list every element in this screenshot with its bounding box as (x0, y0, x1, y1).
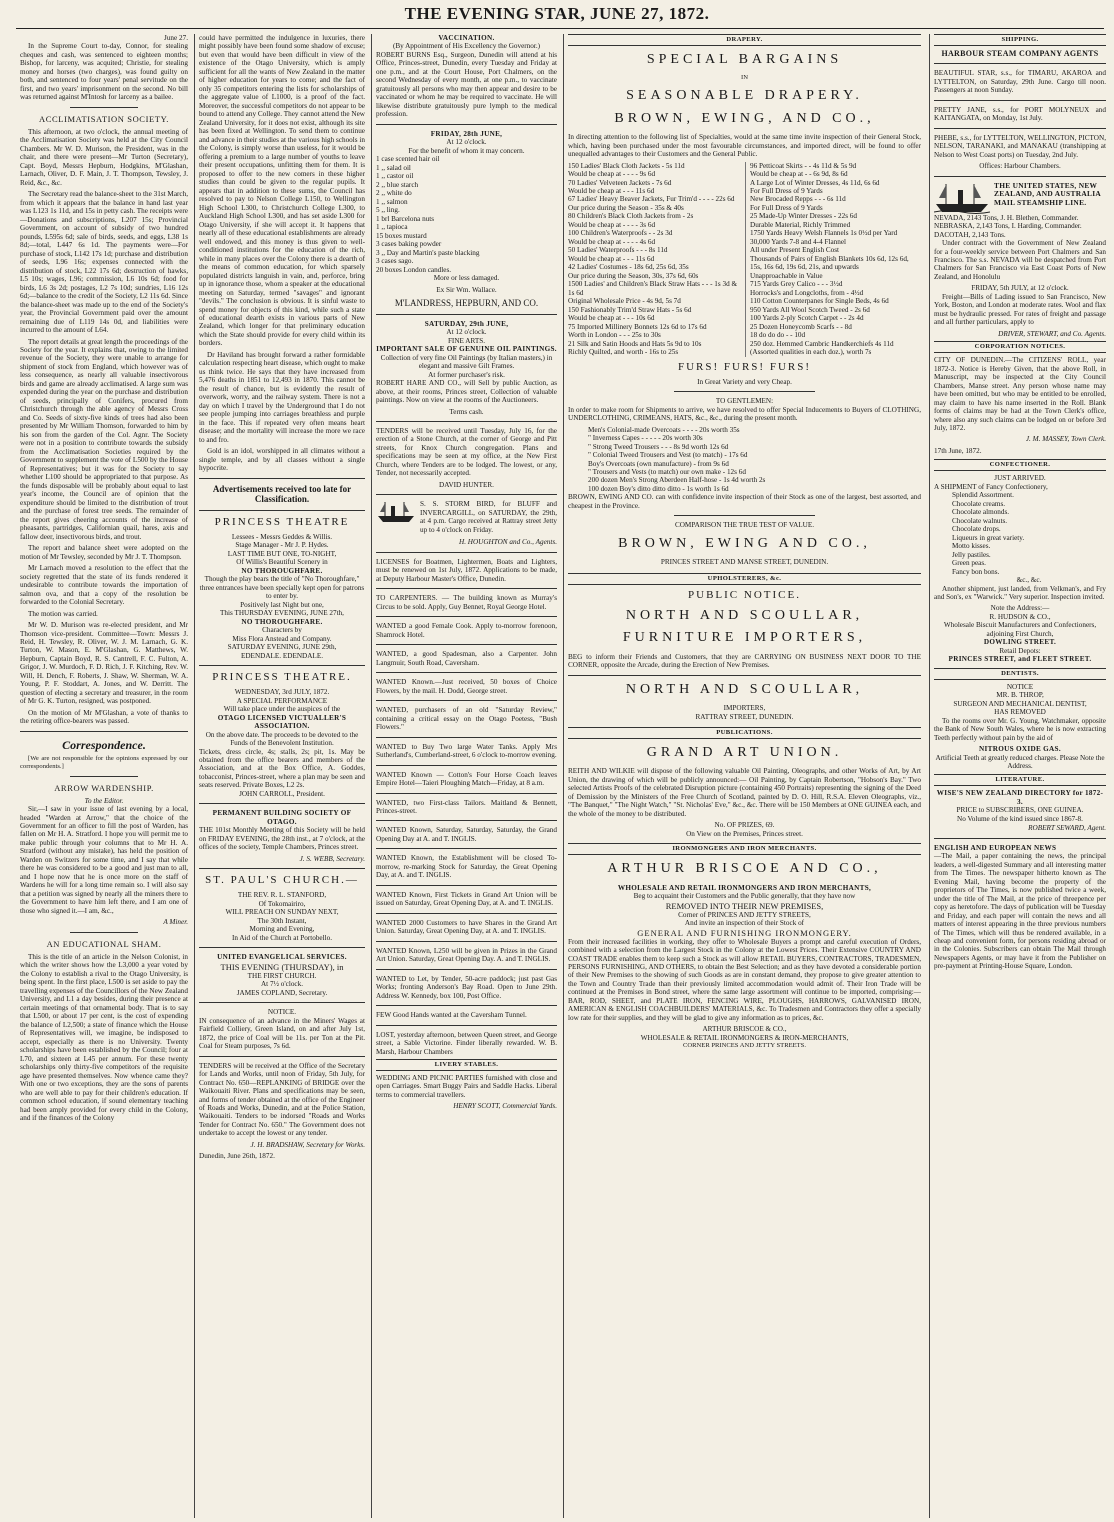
accl-paragraph: Mr Larnach moved a resolution to the effect that the society regretted that the state of its funds rendered it undesirable to contribute towards the importation of salmon ova, and that a copy of the resolution be forwarded to the Colonial Secretary. (20, 564, 188, 607)
vaccination-sub: (By Appointment of His Excellency the Governor.) (392, 42, 541, 51)
pretty-jane-ad: PRETTY JANE, s.s., for PORT MOLYNEUX and KAITANGATA, on Monday, 1st July. (934, 105, 1106, 123)
late-ads-heading: Advertisements received too late for Classification. (212, 483, 352, 505)
gentlemen-heading: TO GENTLEMEN: (715, 397, 774, 406)
furs-heading: FURS! FURS! FURS! (677, 360, 812, 373)
church-tender-signature: DAVID HUNTER. (439, 480, 494, 489)
corporation-signature: J. M. MASSEY, Town Clerk. (1025, 435, 1106, 444)
retail-depots-label: Retail Depots: (999, 646, 1041, 655)
arthur-briscoe-sig: CORNER PRINCES AND JETTY STREETS. (682, 1042, 807, 1050)
arthur-briscoe-removed: REMOVED INTO THEIR NEW PREMISES, (665, 900, 824, 911)
saturday-sale-title: SATURDAY, 29th JUNE, (424, 319, 509, 328)
wanted-ad: LOST, yesterday afternoon, between Queen street, and George street, a Sable Victorine. Finder liberally rewarded. W. B. Marsh, Harbour Chambers (376, 1030, 557, 1056)
educational-heading: AN EDUCATIONAL SHAM. (46, 938, 162, 949)
educational-paragraph: This is the title of an article in the Nelson Colonist, in which the writer shows how the L3,000 a year voted by the Colony to establish a rival to the Otago University, is being spent. In the first place, L500 is set aside to pay the travelling expenses of the Councillors of the New Zealand University, and L1 a day besides, during their presence at certain meetings of that ornamental body. That is to say that L500, or about 17 per cent, is the cost of expending the balance of L2,500; a state of finance which the House of Representatives will, we imagine, be indisposed to accept, especially as there is no University. Twenty scholarships have been established by the Council; four at L70, and sixteen at L45 per annum. For these twenty scholarships only thirty-five competitors of the requisite age have presented themselves. Now whence came they? With one or two exceptions, they are the sons of parents who are well able to pay for their children's education. If common school education, if sound elementary teaching had been amply provided for every child in the Colony, and if the finances of the Colony (20, 952, 188, 1123)
wanted-ad: WANTED Known — Cotton's Four Horse Coach leaves Empire Hotel—Taieri Ploughing Match—Friday, at 8 a.m. (376, 770, 557, 788)
furniture-importers: FURNITURE IMPORTERS, (622, 630, 867, 646)
arrow-to-editor: To the Editor. (84, 796, 124, 805)
confectioner-heading: CONFECTIONER. (934, 459, 1106, 471)
carpenters-ad: TO CARPENTERS. — The building known as Murray's Circus to be sold. Apply, Guy Bennet, Royal George Hotel. (376, 594, 557, 611)
special-bargains: SPECIAL BARGAINS (646, 51, 843, 67)
retail-depots: PRINCES STREET, and FLEET STREET. (948, 655, 1092, 664)
wise-signature: ROBERT SEWARD, Agent. (1028, 824, 1106, 833)
dentist-notice: NOTICE (1006, 682, 1034, 691)
brown-ewing-title: BROWN, EWING, AND CO., (614, 110, 875, 126)
masthead-rule (16, 28, 1104, 29)
harbour-offices: Offices: Harbour Chambers. (979, 162, 1061, 171)
livery-signature: HENRY SCOTT, Commercial Yards. (453, 1102, 557, 1111)
vaccination-text: ROBERT BURNS Esq., Surgeon, Dunedin will attend at his Office, Princes-street, Dunedin, every Tuesday and Friday at one p.m., and at the Court House, Port Chalmers, on the second Wednesday of every month, at one p.m., to vaccinate gratuitously all persons who may then appear and desire to be vaccinated or whom he may be required to vaccinate. He will likewise distribute gratuitously pure lymph to the medical profession. (376, 50, 557, 119)
just-arrived: JUST ARRIVED. (994, 474, 1046, 483)
column-4 (563, 34, 925, 1518)
wanted-ad: WANTED 2000 Customers to have Shares in the Grand Art Union. Saturday, Great Opening Day, at A. and T. INGLIS. (376, 918, 557, 936)
storm-bird-signature: H. HOUGHTON and Co., Agents. (459, 538, 557, 547)
rattray-address: RATTRAY STREET, DUNEDIN. (695, 712, 794, 721)
drapery-intro: In directing attention to the following list of Specialties, would at the same time invite inspection of their General Stock, which, having been purchased under the most favourable circumstances, and imported direct, will be found to offer unequalled advantages to their Customers and the General Public. (568, 133, 921, 159)
wanted-ad: WANTED to Buy Two large Water Tanks. Apply Mrs Sutherland's, Cumberland-street, 6 o'clock to-morrow evening. (376, 742, 557, 760)
vaccination-title: VACCINATION. (438, 34, 495, 42)
in-label: IN (741, 74, 748, 82)
st-pauls-title: ST. PAUL'S CHURCH.— (205, 874, 359, 887)
grand-art-union-text: REITH AND WILKIE will dispose of the following valuable Oil Painting, Oleographs, and other Works of Art, by Art Union, the drawing of which will be publicly announced:— Oil Painting, by Captain Robertson, "Hobson's Bay." Two selected Artists Proofs of the celebrated Disruption picture (containing 450 Portraits) representing the signing of the Deed of Demission by the Ministers of the Free Church of Scotland, painted by D. O. Hill, R.S.A. Eleven Oleographs, viz., "The Banquet," "The Night Watch," "St. Nicholas' Eve," &c., &c. There will be 150 Members at ONE GUINEA each, and the whole of the money to be distributed. (568, 767, 921, 818)
phebe-ad: PHEBE, s.s., for LYTTELTON, WELLINGTON, PICTON, NELSON, TARANAKI, and MANAKAU (transhipping at Nelson to West Coast ports) on Tuesday, 2nd July. (934, 133, 1106, 159)
north-scoullar-text: BEG to inform their Friends and Customers, that they are CARRYING ON BUSINESS NEXT DOOR TO THE CORNER, opposite the Arcade, during the Erection of New Premises. (568, 652, 921, 670)
confectionery-list: Splendid Assortment. Chocolate creams. Chocolate almonds. Chocolate walnuts. Chocolate drops. Liqueurs in great variety. Motto kisses. Jelly pastiles. Green peas. Fancy bon bons. &c., &c. (952, 491, 1042, 585)
st-pauls-ad: THE REV. R. L. STANFORD, Of Tokomairiro, WILL PREACH ON SUNDAY NEXT, The 30th Instant, Morning and Evening, In Aid of the Church at Portobello. (225, 891, 339, 942)
gentlemen-intro: In order to make room for Shipments to arrive, we have resolved to offer Special Inducements to Buyers of CLOTHING, UNDERCLOTHING, CRIMEANS, HATS, &c., &c., during the present month. (568, 405, 921, 423)
brown-ewing-address: PRINCES STREET AND MANSE STREET, DUNEDIN. (660, 558, 829, 567)
friday-sale-list: 1 case scented hair oil 1 ,, salad oil 1 ,, castor oil 2 ,, blue starch 2 ,, white do 1 ,, salmon 5 ,, ling. 1 brl Barcelona nuts 1 ,, tapioca 15 boxes mustard 3 cases baking powder 3 ,, Day and Martin's paste blacking 3 cases sago. 20 boxes London candles. More or less damaged. (376, 155, 500, 283)
dentist-name: MR. B. THROP, (996, 691, 1044, 700)
coal-notice: IN consequence of an advance in the Miners' Wages at Fairfield Colliery, Green Island, on and after July 1st, 1872, the price of Coal will be 11s. per Ton at the Pit. Coal for Steam purposes, 7s 6d. (199, 1016, 365, 1051)
ironmongers-heading: IRONMONGERS AND IRON MERCHANTS. (568, 843, 921, 855)
wanted-ad: WANTED Known, L250 will be given in Prizes in the Grand Art Union. Saturday, Great Opening Day. A. and T. INGLIS. (376, 946, 557, 964)
confectionery-shipment: A SHIPMENT of Fancy Confectionery, (934, 482, 1048, 491)
beautiful-star-ad: BEAUTIFUL STAR, s.s., for TIMARU, AKAROA and LYTTELTON, on Saturday, 29th June. Cargo till noon. Passengers at noon Sunday. (934, 69, 1106, 95)
us-nz-date: FRIDAY, 5th JULY, at 12 o'clock. (971, 284, 1069, 293)
dentist-removed: HAS REMOVED (994, 708, 1046, 717)
wanted-ad: WANTED, two First-class Tailors. Maitland & Bennett, Princes-street. (376, 798, 557, 815)
princess-theatre-ad: Lessees - Messrs Geddes & Willis. Stage Manager - Mr J. P. Hydes. LAST TIME BUT ONE, TO-NIGHT, Of Willis's Beautiful Scenery in NO THOROUGHFARE. Though the play bears the title of "No Thoroughfare," three entrances have been specially kept open for patrons to enter by. Positively last Night but one, This THURSDAY EVENING, JUNE 27th, NO THOROUGHFARE. Characters by Miss Flora Anstead and Company. SATURDAY EVENING, JUNE 29th, EDENDALE. EDENDALE. (199, 532, 365, 660)
accl-paragraph: On the motion of Mr M'Glashan, a vote of thanks to the retiring office-bearers was passed. (20, 708, 188, 726)
steamship-icon (934, 182, 990, 214)
dentist-text: To the rooms over Mr. G. Young, Watchmaker, opposite the Bank of New South Wales, where he is now extracting Teeth perfectly without pain by the aid of (934, 716, 1106, 742)
price-list (568, 162, 921, 357)
arthur-briscoe-text: From their increased facilities in working, they offer to Wholesale Buyers a prompt and careful execution of Orders, combined with a selection from the Largest Stock in the Colony at the Lowest Prices. Their Extensive COUNTRY AND COAST TRADE enables them to keep such a Stock as will allow RETAIL BUYERS, CONTRACTORS, TRADESMEN, PERSONS FURNISHING, AND OTHERS, to obtain the Best Selection; and as they have devoted a considerable portion of their New Premises to the showing of such Goods as are in constant demand, they propose to give greater attention to the Town and Country Trade than their previously limited accommodation would admit of. Their Iron Trade will be continued at the Premises in Bond street, where the same large assortment will continue to be imported, comprising:— BAR, ROD, SHEET, and PLATE IRON, FENCING WIRE, PLOUGHS, HARROWS, GALVANISED IRON, AMERICAN & ENGLISH COACHBUILDERS' MATERIALS, &c. To Tradesmen and Contractors they offer a specially low rate for their supplies, and they will be glad to give any information as to prices, &c. (568, 937, 921, 1022)
court-news: In the Supreme Court to-day, Connor, for stealing cheques and cash, was sentenced to eighteen months; Bishop, for larceny, was acquited; Christie, for stealing money and horses (two charges), was found guilty on both, and sentenced to four years' penal servitude on the first, and two years' imprisonment on the second. No bill was returned against M'Intosh for larceny as a bailee. (20, 42, 188, 102)
accl-paragraph: This afternoon, at two o'clock, the annual meeting of the Acclimatisation Society was held at the City Council Chambers. Mr W. D. Murison, the President, was in the chair, and there were present—Mr Turton (Secretary), Capt. Boyd, Messrs Hepburn, Hodgkins, M'Glashan, Larnach, Oliver, D. F. Main, J. T. Thompson, Tewsley, J. Reid, &c., &c. (20, 127, 188, 187)
north-scoullar-title-2: NORTH AND SCOULLAR, (625, 681, 864, 697)
masthead: THE EVENING STAR, JUNE 27, 1872. (404, 4, 710, 23)
arrow-heading: ARROW WARDENSHIP. (54, 782, 154, 793)
arrow-letter: Sir,—I saw in your issue of last evening by a local, headed "Warden at Arrow," that the choice of the Government for an officer to fill the post of Warden, has fallen on Mr H. A. Stratford. I hope you will permit me to make public through your columns that to Mr H. A. Stratford (without any mistake), has held the position of Warden on Switzers for some time, and I say that while there he was considered to be a good and just man to all, and I hope now that he is once more on the staff of Wardens he will for a long time remain so. I will also say that a petition was signed by nearly all the miners there to the Government to have him left there, and I am one of those who signed it.—I am, &c., (20, 805, 188, 915)
confectionery-text: Another shipment, just landed, from Velkman's, and Fry and Son's, ex "Warwick." Very superior. Inspection invited. (934, 584, 1106, 601)
price-list-right: 96 Petticoat Skirts - - 4s 11d & 5s 9d Would be cheap at - - 6s 9d, 8s 6d A Large Lot of Winter Dresses, 4s 11d, 6s 6d For Full Dress of 9 Yards New Brocaded Repps - - - 6s 11d For Full Dress of 9 Yards 25 Made-Up Winter Dresses - 22s 6d Durable Material, Richly Trimmed 1750 Yards Heavy Welsh Flannels 1s 0½d per Yard 30,000 Yards 7-8 and 4-4 Flannel All under Present English Cost Thousands of Pairs of English Blankets 10s 6d, 12s 6d, 15s, 16s 6d, 19s 6d, 21s, and upwards Unapproachable in Value 715 Yards Grey Calico - - - 3½d Horrocks's and Longcloths, from - 4½d 110 Cotton Counterpanes for Single Beds, 4s 6d 950 Yards All Wool Scotch Tweed - 2s 6d 100 Yards 2-ply Scotch Carpet - - 2s 4d 25 Dozen Honeycomb Scarfs - - 8d 18 do do do - - 10d 250 doz. Hemmed Cambric Handkerchiefs 4s 11d (Assorted qualities in each doz.), worth 7s (745, 162, 921, 357)
column-3 (371, 34, 561, 1518)
arthur-briscoe-beg: Beg to acquaint their Customers and the Public generally, that they have now (633, 892, 856, 901)
bridge-tender: TENDERS will be received at the Office of the Secretary for Lands and Works, until noon of Friday, 5th July, for Contract No. 650—REPLANKING of BRIDGE over the Waikouaiti River. Plans and specifications may be seen, and forms of tender obtained at the office of the Engineer of Roads and Works, Dunedin, and at the Police Station, Waikouaiti. Tenders to be indorsed "Roads and Works Tender for Contract No. 650." The Government does not undertake to accept the lowest or any tender. (199, 1061, 365, 1138)
church-tender: TENDERS will be received until Tuesday, July 16, for the erection of a Stone Church, at the corner of George and Pitt streets, for Knox Church congregation. Plans and specifications may be seen at my office, at the New First Church, where Tenders are to be lodged. The lowest, or any, Tender, not necessarily accepted. (376, 426, 557, 478)
wanted-ad: WANTED Known, the Establishment will be closed To-morrow, re-marking Stock for Saturday, the Great Opening Day, at A. and T. INGLIS. (376, 854, 557, 880)
dentist-role: SURGEON AND MECHANICAL DENTIST, (953, 699, 1087, 708)
public-notice: PUBLIC NOTICE. (688, 588, 801, 601)
princess-theatre-2-ad: WEDNESDAY, 3rd JULY, 1872. A SPECIAL PERFORMANCE Will take place under the auspices of the OTAGO LICENSED VICTUALLER'S ASSOCIATION. On the above date. The proceeds to be devoted to the Funds of the Benevolent Institution. Tickets, dress circle, 4s; stalls, 2s; pit, 1s. May be obtained from the office bearers and members of the Association, and at the Box Office, A. Goddes, tobacconist, Princes-street, where a plan may be seen and seats reserved. Private Boxes, L2 2s. JOHN CARROLL, President. (199, 688, 365, 798)
wanted-ad: WANTED Known, First Tickets in Grand Art Union will be issued on Saturday, Great Opening Day, at A. and T. INGLIS. (376, 890, 557, 908)
livery-heading: LIVERY STABLES. (376, 1059, 557, 1071)
princess-theatre-title: PRINCESS THEATRE (214, 515, 350, 528)
wanted-ad: WANTED, purchasers of an old "Saturday Review," containing a critical essay on the Otago Poetess, "Bush Flowers." (376, 706, 557, 732)
arthur-briscoe-corner: Corner of PRINCES AND JETTY STREETS, (678, 910, 811, 919)
wise-price: PRICE to SUBSCRIBERS, ONE GUINEA. (956, 806, 1084, 815)
arthur-briscoe-sig: ARTHUR BRISCOE & CO., (702, 1025, 787, 1034)
literature-heading: LITERATURE. (934, 774, 1106, 786)
accl-paragraph: The Secretary read the balance-sheet to the 31st March, from which it appears that the balance in hand last year was L123 1s 11d, and 15s in petty cash. The receipts were—Donations and subscriptions, L207 15s; Provincial Government, on account of subsidy of two hundred pounds, L595s 6d; sale of birds, seeds, and eggs, L38 1s 8d;—total, L447 6s 1d. The payments were—For purchase of stock, L142 17s 1d; purchase and distribution of seeds, L96 16s; expenses connected with the distribution of stock, L22 17s 6d; destruction of hawks, L5 10s; wages, L96; commission, L6 10s 6d; food for birds, L6 3s 2d; postages, L2 7s 10d; sundries, L16 12s 6d;—balance to the credit of the Society, L2 11s 6d. Since the balance-sheet was made up to the end of the Society's year, the Provincial Government paid over the amount remaining due of L119 14s 0d, and liabilities were incurred to the amount of L64. (20, 190, 188, 335)
drapery-heading: DRAPERY. (568, 34, 921, 46)
accl-paragraph: Mr W. D. Murison was re-elected president, and Mr Thomson vice-president. Committee—Town: Messrs J. Reid, H. Tewsley, R. Oliver, W. J. M. Larnach, G. K. Turton, W. Mason, E. M'Glashan, G. Matthews, W. Hepburn, Captain Boyd, R. S. Cantrell, F. C. Fulton, A. Grigor, J. W. Murdoch, F. D. Rich, J. F. Kitching, Rev. W. Will, H. Dench, F. Roberts, J. Shaw, W. Sherman, W. A. Young, P. F. Stoddart, A. Jones, and W. Derritt. The question of electing a secretary and treasurer, in the room of Mr G. K. Turton, resigned, was postponed. (20, 621, 188, 706)
evangelical-title: UNITED EVANGELICAL SERVICES. (217, 953, 347, 962)
friday-sale-title: FRIDAY, 28th JUNE, (430, 129, 503, 138)
wanted-ad: WANTED Known.—Just received, 50 boxes of Choice Flowers, by the mail. H. Dodd, George street. (376, 678, 557, 695)
us-nz-freight: Freight—Bills of Lading issued to San Francisco, New York, Boston, and London at moderate rates. Wool and flax must be hydraulic pressed. For rates of freight and passage and all further particulars, apply to (934, 292, 1106, 327)
arthur-briscoe-invite: And invite an inspection of their Stock of (684, 919, 805, 928)
building-society-title: PERMANENT BUILDING SOCIETY OF OTAGO. (212, 809, 352, 826)
wanted-ad: FEW Good Hands wanted at the Caversham Tunnel. (376, 1011, 527, 1020)
building-society-text: THE 101st Monthly Meeting of this Society will be held on FRIDAY EVENING, the 28th inst., at 7 o'clock, at the offices of the society, Temple Chambers, Princes street. (199, 826, 365, 852)
dowling-street: DOWLING STREET. (983, 638, 1057, 647)
furs-sub: In Great Variety and very Cheap. (697, 377, 792, 386)
newspaper-columns (16, 34, 1110, 1518)
seasonable-drapery: SEASONABLE DRAPERY. (626, 88, 863, 104)
grand-art-union-title: GRAND ART UNION. (646, 744, 843, 760)
wise-directory: WISE'S NEW ZEALAND DIRECTORY for 1872-3. (936, 789, 1104, 806)
column-5 (929, 34, 1110, 1518)
corporation-text: CITY OF DUNEDIN.—The CITIZENS' ROLL, year 1872-3. Notice is Hereby Given, that the above Roll, in Manuscript, may be inspected at the City Council Chambers, Manse street. Any person whose name may have been omitted, but who may be entitled to be enrolled, may claim to have his name inserted in the Roll. Blank forms of claims may be had at the Town Clerk's office, where also any such claims can be lodged on or before 3rd July, 1872. (934, 356, 1106, 432)
hudson-name: R. HUDSON & CO., (989, 612, 1051, 621)
brown-ewing-title-2: BROWN, EWING AND CO., (618, 535, 871, 551)
educational-continued: could have permitted the indulgence in luxuries, there might possibly have been found some shadow of excuse; but even that would have been difficult in view of the existence of the Otago University, which is amply sufficient for all the wants of New Zealand in the matter of higher education for years to come; and the fact of only 35 competitors entering the lists for scholarships of the aggregate value of L1000, is a proof of the fact. Moreover, the successful competitors do not appear to be bound to attend any College. They cannot attend the New Zealand University, for it does not exist, although its site has been fixed at Wellington. To send them to continue and advance in their studies at the various high schools in the Colony, is simply worse than useless, for it would be offering a premium to a large number of youths to leave their present occupations, unfitting them for them. It is proposed to offer to the new comers in these higher studies than could be given to the regular pupils. It appears that in addition to these sums, the Council has resolved to pay to Nelson College L150, to Wellington High School L300, to Christchurch College L300, to Auckland High School L300, and has set aside L300 for Otago University, if she will accept it. It happens that nearly all of these educational establishments are already well endowed, and this money is thus given to well-conditioned institutions for the education of the rich, while in many places over the Colony there is a dearth of the means of common education, for which sparsely populated districts languish in vain, and, perforce, bring up in ignorance those, whom a speaker at the educational meeting on Saturday, termed "savages" and ignorant "devils." The conclusion is obvious. It is sinful waste to spend money for objects of this kind, while such a state of educational dearth exists in various parts of New Zealand, which longer for that preliminary education which the State should provide for every child within its borders. (199, 34, 365, 348)
wanted-ad: WANTED Known, Saturday, Saturday, Saturday, the Grand Opening Day at A. and T. INGLIS. (376, 826, 557, 843)
correspondence-disclaimer: [We are not responsible for the opinions expressed by our correspondents.] (20, 754, 188, 770)
saturday-sale-ad: At 12 o'clock. FINE ARTS. IMPORTANT SALE OF GENUINE OIL PAINTINGS. Collection of very fine Oil Paintings (by Italian masters,) in elegant and massive Gilt Frames. At former purchaser's risk. (376, 328, 557, 379)
storm-bird-ad: S. S. STORM BIRD, for BLUFF and INVERCARGILL, on SATURDAY, the 29th, at 4 p.m. Cargo received at Rattray street Jetty up to 4 o'clock on Friday. (420, 500, 557, 534)
corporation-date: 17th June, 1872. (934, 446, 982, 455)
wanted-ad: WANTED, a good Spadesman, also a Carpenter. John Langmuir, South Road, Caversham. (376, 650, 557, 667)
gentlemen-list: Men's Colonial-made Overcoats - - - - 20s worth 35s " Inverness Capes - - - - - 20s worth 30s " Strong Tweed Trousers - - - 8s 9d worth 12s 6d " Colonial Tweed Trousers and Vest (to match) - 17s 6d Boy's Overcoats (own manufacture) - from 9s 6d " Trousers and Vests (to match) our own make - 12s 6d 200 dozen Men's Strong Aberdeen Half-hose - 1s 4d worth 2s 100 dozen Boy's ditto ditto ditto - 1s worth 1s 6d (588, 425, 766, 493)
note-address: Note the Address:— (990, 604, 1050, 613)
accl-paragraph: The report and balance sheet were adopted on the motion of Mr Tewsley, seconded by Mr J. T. Thompson. (20, 544, 188, 561)
arthur-briscoe-title: ARTHUR BRISCOE AND CO., (607, 861, 882, 877)
steamship-icon (376, 500, 416, 524)
upholsterers-heading: UPHOLSTERERS, &c. (568, 573, 921, 585)
arrow-signature: A Miner. (163, 918, 188, 927)
wanted-ad: WANTED a good Female Cook. Apply to-morrow forenoon, Shamrock Hotel. (376, 622, 557, 639)
livery-ad: WEDDING AND PICNIC PARTIES furnished with close and open Carriages. Smart Buggy Pairs and Saddle Hacks. Liberal terms to commercial travellers. (376, 1073, 557, 1099)
friday-sale-ship: Ex Sir Wm. Wallace. (436, 285, 497, 294)
wanted-ads (376, 622, 557, 1056)
heart-disease-paragraph: Dr Haviland has brought forward a rather formidable calculation respecting heart disease, which ought to make us think twice. He says that they have increased from 5,476 deaths in 1851 to 12,493 in 1870. This cannot be the result of chance, but is evidently the result of overwork, worry, and the railway system. There is not a day on which I travel by the Underground that I do not see people jumping into carriages breathless and purple in the face. This if repeated very often means heart disease; and the mortality will increase the more we race to and fro. (199, 350, 365, 444)
us-nz-mail-title: THE UNITED STATES, NEW ZEALAND, AND AUSTRALIA MAIL STEAMSHIP LINE. (994, 180, 1101, 208)
shipping-heading: SHIPPING. (934, 34, 1106, 46)
accl-paragraph: The motion was carried. (28, 609, 98, 618)
robert-hare-terms: Terms cash. (449, 407, 484, 416)
arthur-briscoe-sig: WHOLESALE & RETAIL IRONMONGERS & IRON-MERCHANTS, (640, 1033, 849, 1042)
friday-sale-time: At 12 o'clock. (446, 138, 487, 147)
us-nz-text: Under contract with the Government of New Zealand for a four-weekly service between Port Chalmers and San Francisco. The s.s. NEVADA will be despatched from Port Chalmers for San Francisco via East Coast Ports of New Zealand, and Honolulu (934, 239, 1106, 281)
bridge-tender-date: Dunedin, June 26th, 1872. (199, 1152, 275, 1161)
acclimatisation-heading: ACCLIMATISATION SOCIETY. (39, 113, 169, 124)
gold-paragraph: Gold is an idol, worshipped in all climates without a single temple, and by all classes without a single hypocrite. (199, 447, 365, 473)
publications-heading: PUBLICATIONS. (568, 727, 921, 739)
corporation-heading: CORPORATION NOTICES. (934, 341, 1106, 353)
wise-note: No Volume of the kind issued since 1867-8. (957, 814, 1083, 823)
licenses-ad: LICENSES for Boatmen, Lightermen, Boats and Lighters, must be renewed on 1st July, 1872. Applications to be made, at Deputy Harbour Master's Office, Dunedin. (376, 557, 557, 583)
arthur-briscoe-general: GENERAL AND FURNISHING IRONMONGERY. (637, 927, 852, 938)
wanted-ad: WANTED to Let, by Tender, 50-acre paddock; just past Gas Works; fronting Anderson's Bay Road. Open to June 29th. Address W. Kennedy, box 100, Post Office. (376, 974, 557, 1000)
accl-paragraph: The report details at great length the proceedings of the Society for the year. It explains that, owing to the limited revenue of the Society, they were unable to arrange for shipment of stock from England, which however was of less consequence, as nearly all valuable insectivorous birds and game are already acclimatised. A large sum was expended during the year on the purchase and distribution of seeds, principally of Conifers, procured from Christchurch through the able agency of Messrs Cross and Co. Seeds of sixty-five kinds of trees had also been presented by Mr William Thomson, forwarded to him by his son from the garden of the Col. Agnr. The Society were not in a position to contribute towards the subsidy from the Acclimatisation Societies required by the Government to supplement the vote of L500 by the House of Representatives; but it was for the Society to say whether L100 should be appropriated to that purpose. As the funds disposable will be probably about equal to last year's income, the Council are of opinion that the expenditure should be limited to the distribution of trout and the purchase of forest tree seeds. The remainder of the report gives cheering accounts of the increase of pheasants, partridges, Californian quail, hares, axis and fallow deer, insectivorous birds, and trout. (20, 337, 188, 541)
correspondence-heading: Correspondence. (62, 737, 146, 752)
the-mail-text: —The Mail, a paper containing the news, the principal leaders, a well-digested Summary and all interesting matter from The Times. The newspaper hitherto known as The Evening Mail, having become the property of the proprietors of The Times, is now published twice a week, under the title of The Mail, at the price of threepence per copy as heretofore. The days of publication will be Tuesday and Friday, and each paper will contain the news and all matters of interest appearing in the three previous numbers of The Times, which will thus be rendered available, in a cheap and convenient form, for persons residing abroad or in the Colonies. Subscribers can obtain The Mail through Newspapers Agents, or may have it from the Publisher on pre-payment at Printing-House Square, London. (934, 852, 1106, 971)
dateline: June 27. (164, 34, 188, 42)
arthur-briscoe-sub: WHOLESALE AND RETAIL IRONMONGERS AND IRON MERCHANTS, (617, 883, 872, 892)
artificial-teeth: Artificial Teeth at greatly reduced charges. Please Note the Address. (935, 753, 1105, 770)
column-1 (16, 34, 192, 1518)
gentlemen-close: BROWN, EWING AND CO. can with confidence invite inspection of their Stock as one of the largest, best assorted, and cheapest in the Province. (568, 493, 921, 510)
comparison-line: COMPARISON THE TRUE TEST OF VALUE. (674, 521, 815, 530)
grand-art-union-view: On View on the Premises, Princes street. (686, 829, 803, 838)
bridge-tender-signature: J. H. BRADSHAW, Secretary for Works. (250, 1140, 365, 1149)
evangelical-ad: THIS EVENING (THURSDAY), in THE FIRST CHURCH. At 7½ o'clock. JAMES COPLAND, Secretary. (220, 961, 344, 997)
column-2 (194, 34, 369, 1518)
building-society-signature: J. S. WEBB, Secretary. (299, 854, 365, 863)
harbour-steam-title: HARBOUR STEAM COMPANY AGENTS (941, 48, 1099, 58)
nitrous-oxide: NITROUS OXIDE GAS. (979, 745, 1061, 754)
english-news-title: ENGLISH AND EUROPEAN NEWS (934, 843, 1057, 852)
north-scoullar-title: NORTH AND SCOULLAR, (625, 607, 864, 623)
us-nz-ships: NEVADA, 2143 Tons, J. H. Blethen, Commander. NEBRASKA, 2,143 Tons, I. Harding, Commander. DACOTAH, 2,143 Tons. (934, 213, 1082, 239)
mlandress-title: M'LANDRESS, HEPBURN, AND CO. (394, 298, 539, 309)
grand-art-union-prizes: No. OF PRIZES, 69. (714, 821, 775, 830)
hudson-desc: Wholesale Biscuit Manufacturers and Confectioners, adjoining First Church, (943, 621, 1097, 638)
importers-label: IMPORTERS, (723, 704, 766, 713)
princess-theatre-2-title: PRINCESS THEATRE. (212, 671, 352, 684)
notice-title: NOTICE. (267, 1008, 297, 1017)
robert-hare-text: ROBERT HARE AND CO., will Sell by public Auction, as above, at their rooms, Princes street, Collection of valuable paintings. Now on view at the rooms of the Auctioneers. (376, 379, 557, 405)
dentists-heading: DENTISTS. (934, 668, 1106, 680)
price-list-left: 150 Ladies' Black Cloth Jackets - 5s 11d Would be cheap at - - - - 9s 6d 70 Ladies' Velveteen Jackets - 7s 6d Would be cheap at - - - 11s 6d 67 Ladies' Heavy Beaver Jackets, Fur Trim'd - - - - 22s 6d Our price during the Season - 35s & 40s 80 Children's Black Cloth Jackets from - 2s Would be cheap at - - - - 3s 6d 100 Children's Waterproofs - - 2s 3d Would be cheap at - - - - 4s 6d 50 Ladies' Waterproofs - - - 8s 11d Would be cheap at - - - 11s 6d 42 Ladies' Costumes - 18s 6d, 25s 6d, 35s Our price during the Season, 30s, 37s 6d, 60s 1500 Ladies' and Children's Black Straw Hats - - - 1s 3d & 1s 6d Original Wholesale Price - 4s 9d, 5s 7d 150 Fashionably Trim'd Straw Hats - 5s 6d Would be cheap at - - - 10s 6d 75 Imported Millinery Bonnets 12s 6d to 17s 6d Worth in London - - - 25s to 30s 21 Silk and Satin Hoods and Hats 5s 9d to 10s Richly Quilted, and worth - 16s to 25s (568, 161, 738, 357)
friday-sale-sub: For the benefit of whom it may concern. (408, 146, 525, 155)
us-nz-signature: DRIVER, STEWART, and Co. Agents. (998, 329, 1106, 338)
